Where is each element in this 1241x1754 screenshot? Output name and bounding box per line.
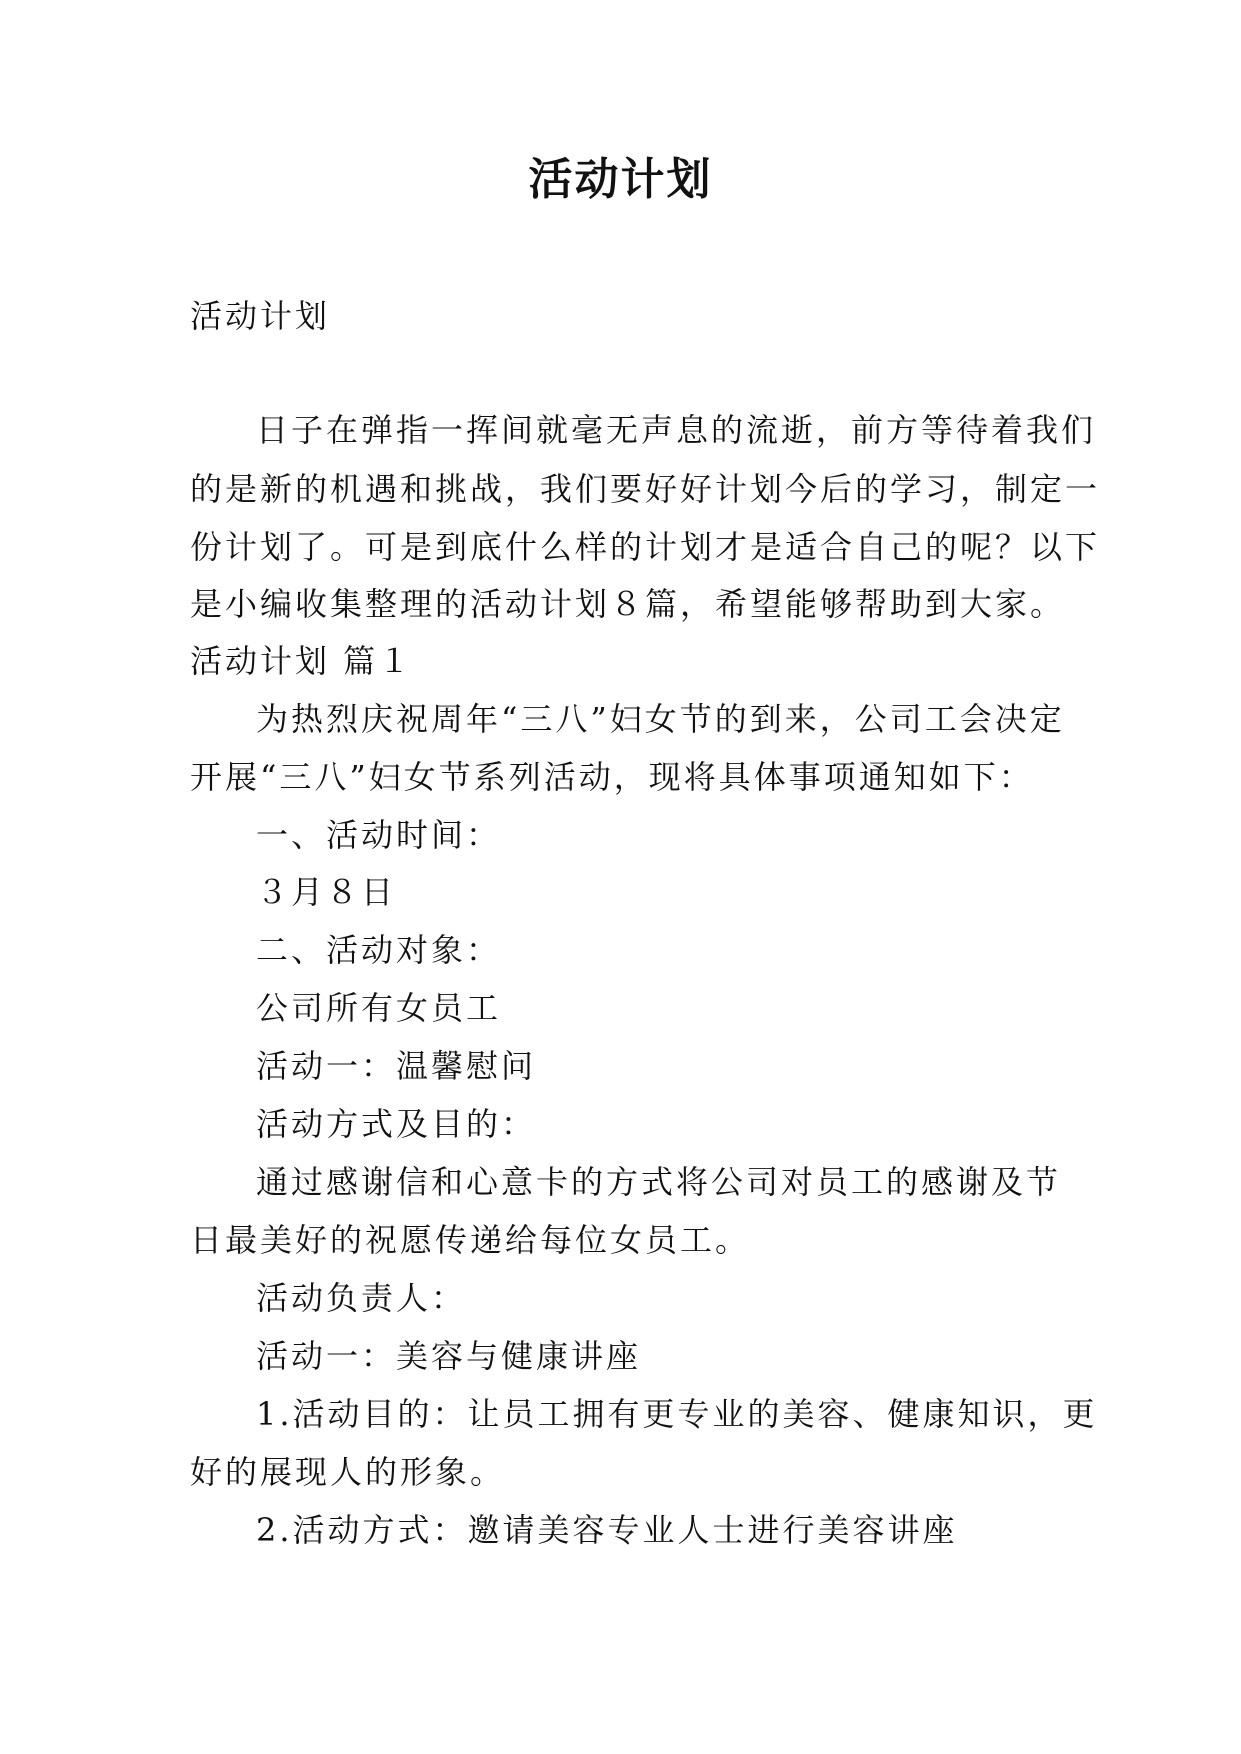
text-line: 通过感谢信和心意卡的方式将公司对员工的感谢及节 [256,1163,1062,1201]
text-line: 日最美好的祝愿传递给每位女员工。 [190,1221,751,1259]
text-line: ３月８日 [256,873,397,911]
text-line: 日子在弹指一挥间就毫无声息的流逝，前方等待着我们 [256,411,1097,449]
text-line: 活动一：温馨慰问 [256,1047,537,1085]
text-line: 活动方式及目的： [256,1105,537,1143]
text-line-subtitle: 活动计划 [190,297,331,335]
text-line: 公司所有女员工 [256,989,502,1027]
text-line: 二、活动对象： [256,931,502,969]
text-line: 好的展现人的形象。 [190,1453,506,1491]
text-line: 活动负责人： [256,1279,467,1317]
text-line: 活动一：美容与健康讲座 [256,1337,642,1375]
text-line: 一、活动时间： [256,816,502,854]
section-heading: 活动计划 篇１ [190,642,414,680]
text-line: 2.活动方式：邀请美容专业人士进行美容讲座 [256,1511,958,1549]
text-line: 开展“三八”妇女节系列活动，现将具体事项通知如下： [190,758,1034,796]
text-line: 的是新的机遇和挑战，我们要好好计划今后的学习，制定一 [190,470,1101,508]
text-line: 份计划了。可是到底什么样的计划才是适合自己的呢？以下 [190,528,1101,566]
text-line: 是小编收集整理的活动计划８篇，希望能够帮助到大家。 [190,585,1066,623]
document-title: 活动计划 [528,154,713,205]
text-line: 为热烈庆祝周年“三八”妇女节的到来，公司工会决定 [256,700,1065,738]
text-line: 1.活动目的：让员工拥有更专业的美容、健康知识，更 [256,1395,1098,1433]
